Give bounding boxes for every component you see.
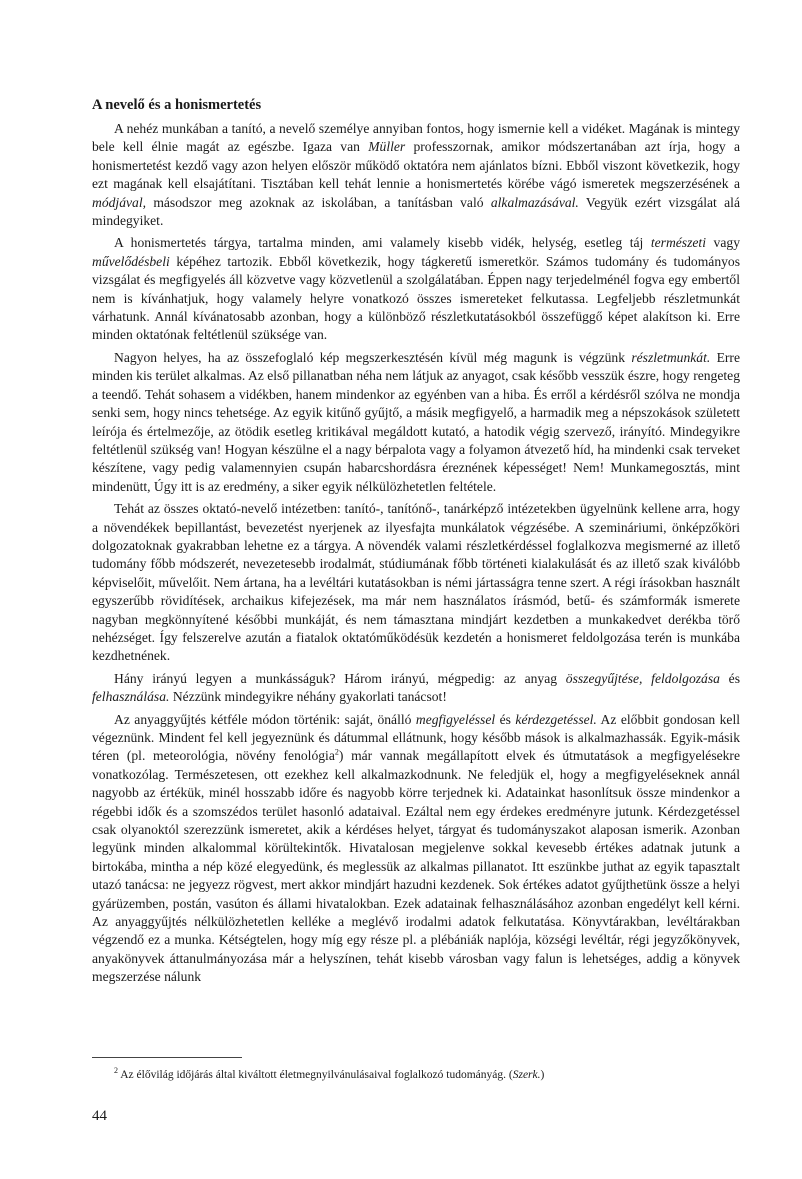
paragraph: [92, 670, 740, 707]
paragraph: [92, 500, 740, 666]
footnote-marker: 2: [114, 1066, 118, 1076]
italic-text: kérdezgetéssel.: [515, 711, 597, 727]
text-run: A nehéz munkában a tanító, a nevelő személye annyiban fontos, hogy ismernie kell a vidéket. Magának is mintegy bele kell élnie magát az egészbe. Igaza van: [92, 121, 740, 155]
text-run: A honismertetés tárgya, tartalma minden, ami valamely kisebb vidék, helység, esetleg táj: [114, 235, 651, 251]
footnote: [92, 1068, 740, 1083]
text-run: professzornak, amikor módszertanában azt írja, hogy a honismertetést kezdő vagy azon helyen először működő oktatóra nem ajánlatos bízni. Ebből viszont következik, hogy ezt magának kell elsajátítani. Tisztában kell tehát lennie a honismertetés körébe vágó ismeretek megszerzésének a: [92, 139, 740, 192]
italic-text: Müller: [368, 139, 406, 155]
italic-text: Szerk.: [512, 1069, 541, 1081]
text-run: ): [540, 1069, 545, 1081]
text-run: és: [719, 670, 740, 686]
italic-text: alkalmazásával.: [490, 194, 579, 210]
italic-text: megfigyeléssel: [415, 711, 496, 727]
page-number: 44: [92, 1108, 107, 1124]
paragraph: [92, 234, 740, 344]
paragraph: [92, 711, 740, 987]
text-run: Erre minden kis terület alkalmas. Az első pillanatban néha nem látjuk az anyagot, csak később vesszük észre, hogy rengeteg a teendő. Tehát sohasem a vidékben, hanem mindenkor az egyénben van a hiba. És erről a kérdésről szólva ne mondja senki sem, hogy nincs tehetsége. Az egyik kitűnő gyűjtő, a másik megfigyelő, a harmadik meg a népszokások született leírója és értelmezője, az ötödik esetleg kritikával megáldott kutató, a hatodik végig szervező, irányító. Mindegyikre feltétlenül szükség van! Hogyan készülne el a nagy bérpalota vagy a folyamon átvezető híd, ha mindenki csak terveket készítene, vagy pedig valamennyien csupán habarcshordásra éreznének képességet! Nem! Munkamegosztás, mint mindenütt, Úgy itt is az eredmény, a siker egyik nélkülözhetetlen feltétele.: [92, 349, 740, 494]
footnote-marker: 2: [334, 747, 339, 757]
italic-text: művelődésbeli: [92, 253, 170, 269]
italic-text: módjával,: [92, 194, 146, 210]
main-text: [92, 96, 740, 987]
italic-text: részletmunkát.: [631, 349, 711, 365]
text-run: Nézzünk mindegyikre néhány gyakorlati tanácsot!: [169, 689, 447, 705]
text-run: képéhez tartozik. Ebből következik, hogy tágkeretű ismeretkör. Számos tudomány és tudományos vizsgálat és megfigyelés áll közvetve vagy közvetlenül a szolgálatában. Éppen nagy terjedelménél fogva egy embertől nem is kívánhatjuk, hogy valamely helyre vonatkozó összes ismereteket felkutassa. Legfeljebb részletmunkát várhatunk. Annál kívánatosabb azonban, hogy a különböző részletkutatásokból összefüggő képet alakítson ki. Erre minden oktatónak feltétlenül szüksége van.: [92, 253, 740, 343]
section-title: A nevelő és a honismertetés: [92, 97, 262, 113]
footnote-divider: [92, 1057, 242, 1058]
text-run: Az anyaggyűjtés kétféle módon történik: saját, önálló: [114, 711, 416, 727]
text-run: másodszor meg azoknak az iskolában, a tanításban való: [146, 194, 491, 210]
text-run: Az élővilág időjárás által kiváltott életmegnyilvánulásaival foglalkozó tudományág. (: [118, 1069, 513, 1081]
text-run: ) már vannak megállapított elvek és útmutatások a megfigyelésekre vonatkozólag. Természetesen, ott ezekhez kell alkalmazkodnunk. Ne feledjük el, hogy a megfigyeléseknek annál nagyobb az értékük, minél hosszabb időre és nagyobb körre terjednek ki. Adatainkat hasonlítsuk össze mindenkor a régebbi idők és a szomszédos terület hasonló adataival. Ezáltal nem egy érdekes eredményre jutunk. Kérdezgetéssel csak olyanoktól szerezzünk ismeretet, akik a kérdéses helyet, tárgyat és tudományszakot alaposan ismerik. Azonban legyünk minden alkalommal körültekintők. Hivatalosan megjelenve sokkal kevesebb értékes adatnak jutunk a birtokába, mintha a nép közé elegyedünk, és meglessük az alkalmas pillanatot. Itt eszünkbe juthat az egyik tapasztalt utazó tanácsa: ne jegyezz rögvest, mert akkor mindjárt hazudni kezdenek. Sok értékes adatot gyűjthetünk össze a helyi gyárüzemben, postán, vasúton és állami hivatalokban. Ezek adatainak felhasználásához azonban engedélyt kell kérni. Az anyaggyűjtés nélkülözhetetlen kelléke a meglévő irodalmi adatok felkutatása. Könyvtárakban, levéltárakban végzendő ez a munka. Kétségtelen, hogy míg egy része pl. a plébániák naplója, községi levéltár, régi jegyzőkönyvek, anyakönyvek áttanulmányozása már a helyszínen, tehát kisebb városban vagy falun is lehetséges, addig a könyvek megszerzése nálunk: [92, 748, 740, 985]
text-run: Vegyük ezért vizsgálat alá mindegyiket.: [92, 194, 740, 229]
text-run: Az előbbit gondosan kell végeznünk. Mindent fel kell jegyeznünk és dátummal ellátnunk, hogy később mások is alkalmazhassák. Egyik-másik téren (pl. meteorológia, növény fenológia: [92, 711, 741, 764]
text-run: Hány irányú legyen a munkásságuk? Három irányú, mégpedig: az anyag: [114, 670, 566, 686]
text-run: és: [495, 711, 516, 727]
italic-text: felhasználása.: [92, 689, 170, 705]
italic-text: összegyűjtése, feldolgozása: [565, 670, 720, 686]
text-run: Tehát az összes oktató-nevelő intézetben: tanító-, tanítónő-, tanárképző intézetekben ügyelnünk kellene arra, hogy a növendékek bepillantást, bevezetést nyerjenek az ilyesfajta munkálatok végzésébe. A szemináriumi, önképzőköri dolgozatoknak gyakrabban lehetne ez a tárgya. A növendék valami részletkérdéssel foglalkozva megismerné az illető tudomány főbb módszerét, nevezetesebb irodalmát, stúdiumának főbb történeti kialakulását és az illető szak kiválóbb képviselőit, művelőit. Nem ártana, ha a levéltári kutatásokban is némi jártasságra tenne szert. A régi írásokban használt egyszerűbb rövidítések, archaikus kifejezések, ma már nem használatos írásmód, betű- és számformák ismerete nagyban megkönnyítené későbbi munkáját, és nem támasztana mindjárt kezdetben a munkakedvet derékba törő nehézséget. Így felszerelve azután a fiatalok oktatóműködésük kezdetén a honismeret feldolgozása terén is munkába kezdhetnének.: [92, 501, 740, 664]
paragraph: [92, 349, 740, 496]
text-run: Nagyon helyes, ha az összefoglaló kép megszerkesztésén kívül még magunk is végzünk: [114, 349, 632, 365]
text-run: vagy: [705, 235, 740, 251]
body-paragraphs: [92, 120, 740, 987]
paragraph: [92, 120, 740, 230]
italic-text: természeti: [650, 235, 706, 251]
